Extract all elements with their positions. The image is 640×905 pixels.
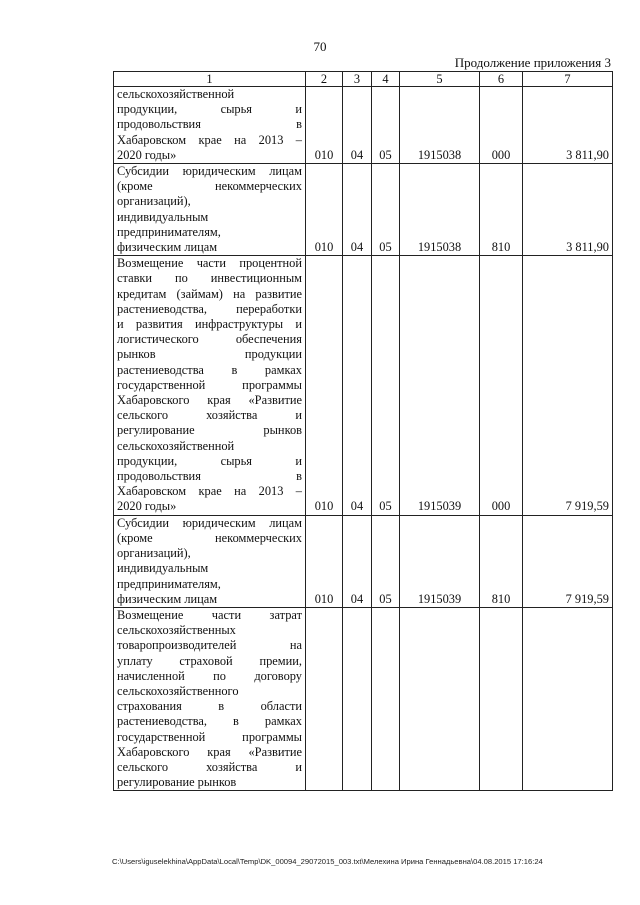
cell-amount (523, 607, 613, 790)
description-line: Хабаровском крае на 2013 – (117, 484, 302, 499)
budget-table (113, 71, 613, 791)
header-col-4: 4 (372, 72, 400, 87)
cell-subsection: 05 (372, 256, 400, 515)
header-col-7: 7 (523, 72, 613, 87)
header-col-5: 5 (400, 72, 480, 87)
description-line: сельскохозяйственной (117, 438, 235, 453)
cell-expense-type: 000 (480, 256, 523, 515)
table-row (114, 87, 613, 164)
description-line: Хабаровском крае на 2013 – (117, 132, 302, 147)
row-description (114, 607, 306, 790)
description-line: сельскохозяйственного (117, 683, 239, 698)
cell-amount: 7 919,59 (523, 256, 613, 515)
description-line: регулирование рынков (117, 423, 302, 438)
description-line: растениеводства в рамках (117, 362, 302, 377)
description-line: логистического обеспечения (117, 332, 302, 347)
description-line: сельскохозяйственных (117, 623, 236, 638)
description-line: предпринимателям, (117, 224, 221, 239)
row-description (114, 87, 306, 164)
table-row (114, 164, 613, 256)
cell-section: 04 (343, 87, 372, 164)
cell-target-article (400, 607, 480, 790)
cell-section: 04 (343, 256, 372, 515)
description-line: продукции, сырья и (117, 453, 302, 468)
description-line: продовольствия в (117, 469, 302, 484)
continuation-label: Продолжение приложения 3 (454, 55, 611, 70)
description-line: начисленной по договору (117, 668, 302, 683)
cell-target-article: 1915038 (400, 87, 480, 164)
description-line: (кроме некоммерческих (117, 179, 302, 194)
cell-ministry-code: 010 (306, 87, 343, 164)
description-line: Субсидии юридическим лицам (117, 515, 302, 530)
description-line: сельского хозяйства и (117, 759, 302, 774)
description-line: страхования в области (117, 699, 302, 714)
cell-target-article: 1915038 (400, 164, 480, 256)
table-row (114, 515, 613, 607)
cell-ministry-code: 010 (306, 256, 343, 515)
description-line: физическим лицам (117, 240, 218, 255)
description-line: Возмещение части процентной (117, 256, 302, 271)
description-line: рынков продукции (117, 347, 302, 362)
table-row (114, 607, 613, 790)
row-description (114, 256, 306, 515)
header-col-3: 3 (343, 72, 372, 87)
description-line: сельскохозяйственной (117, 87, 235, 101)
cell-amount: 3 811,90 (523, 87, 613, 164)
description-line: государственной программы (117, 729, 302, 744)
cell-expense-type (480, 607, 523, 790)
description-line: организаций), (117, 194, 191, 209)
cell-expense-type: 810 (480, 164, 523, 256)
description-line: Субсидии юридическим лицам (117, 164, 302, 179)
description-line: государственной программы (117, 377, 302, 392)
description-line: Возмещение части затрат (117, 607, 302, 622)
cell-section (343, 607, 372, 790)
description-line: уплату страховой премии, (117, 653, 302, 668)
cell-expense-type: 000 (480, 87, 523, 164)
description-line: физическим лицам (117, 591, 218, 606)
row-description (114, 515, 306, 607)
description-line: 2020 годы» (117, 147, 177, 162)
cell-section: 04 (343, 164, 372, 256)
cell-target-article: 1915039 (400, 256, 480, 515)
description-line: 2020 годы» (117, 499, 177, 514)
description-line: Хабаровского края «Развитие (117, 393, 302, 408)
description-line: (кроме некоммерческих (117, 530, 302, 545)
cell-target-article: 1915039 (400, 515, 480, 607)
description-line: регулирование рынков (117, 775, 237, 790)
cell-subsection (372, 607, 400, 790)
description-line: предпринимателям, (117, 576, 221, 591)
cell-subsection: 05 (372, 87, 400, 164)
cell-expense-type: 810 (480, 515, 523, 607)
description-line: растениеводства, переработки (117, 301, 302, 316)
header-col-6: 6 (480, 72, 523, 87)
cell-amount: 3 811,90 (523, 164, 613, 256)
description-line: индивидуальным (117, 209, 209, 224)
cell-subsection: 05 (372, 164, 400, 256)
cell-ministry-code: 010 (306, 515, 343, 607)
description-line: и развития инфраструктуры и (117, 317, 302, 332)
table-body (114, 87, 613, 791)
cell-amount: 7 919,59 (523, 515, 613, 607)
description-line: ставки по инвестиционным (117, 271, 302, 286)
cell-ministry-code: 010 (306, 164, 343, 256)
cell-subsection: 05 (372, 515, 400, 607)
table-row (114, 256, 613, 515)
header-col-1: 1 (114, 72, 306, 87)
description-line: индивидуальным (117, 561, 209, 576)
description-line: растениеводства, в рамках (117, 714, 302, 729)
description-line: организаций), (117, 546, 191, 561)
description-line: товаропроизводителей на (117, 638, 302, 653)
row-description (114, 164, 306, 256)
description-line: продовольствия в (117, 117, 302, 132)
cell-section: 04 (343, 515, 372, 607)
description-line: продукции, сырья и (117, 102, 302, 117)
description-line: Хабаровского края «Развитие (117, 744, 302, 759)
cell-ministry-code (306, 607, 343, 790)
page-number: 70 (313, 39, 327, 54)
description-line: кредитам (займам) на развитие (117, 286, 302, 301)
footer-file-path: C:\Users\iguselekhina\AppData\Local\Temp\DK_00094_29072015_003.txt\Мелехина Ирина Геннадьевна\04.08.2015 17:16:24 (112, 857, 543, 866)
description-line: сельского хозяйства и (117, 408, 302, 423)
table-header (114, 72, 613, 87)
header-col-2: 2 (306, 72, 343, 87)
